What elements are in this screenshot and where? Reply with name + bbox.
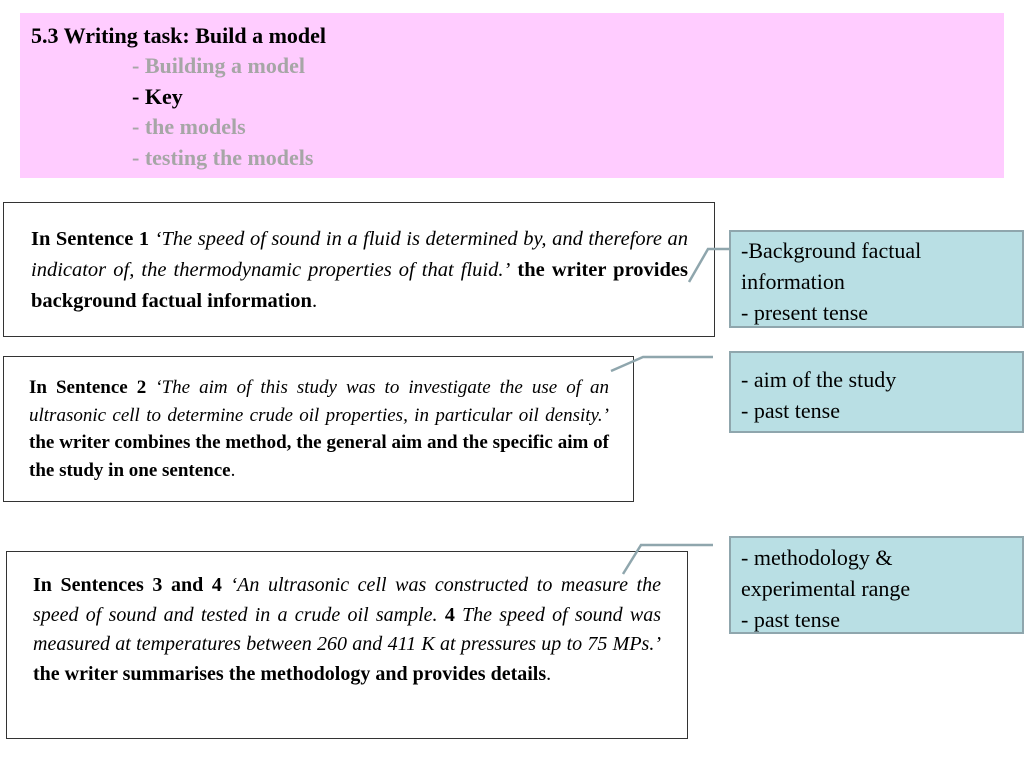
sentences-3-4-box bbox=[6, 551, 688, 739]
sentence-2-conclusion: the writer combines the method, the general aim and the specific aim of the study in one sentence bbox=[29, 432, 609, 481]
sentence-4-quote: The speed of sound was measured at temperatures between 260 and 411 K at pressures up to 75 MPs.’ bbox=[33, 603, 662, 655]
annotation-line: experimental range bbox=[741, 576, 911, 601]
sentence-1-conclusion: the writer provides background factual information bbox=[31, 259, 688, 312]
sentences-3-4-label: In Sentences 3 and 4 bbox=[33, 574, 222, 596]
nav-item-building-a-model[interactable]: - Building a model bbox=[132, 53, 305, 78]
section-header bbox=[20, 13, 1004, 178]
annotation-line: - past tense bbox=[741, 398, 840, 423]
sentence-4-number: 4 bbox=[444, 603, 455, 626]
sentence-3-quote: ‘An ultrasonic cell was constructed to measure the speed of sound and tested in a crude oil sample. bbox=[33, 574, 661, 626]
sentence-2-box bbox=[3, 356, 634, 502]
sentence-1-end: . bbox=[311, 290, 318, 312]
annotation-methodology bbox=[729, 536, 1024, 634]
sentences-3-4-end: . bbox=[546, 662, 552, 685]
sentence-2-end: . bbox=[230, 459, 236, 481]
sentence-1-quote: ‘The speed of sound in a fluid is determined by, and therefore an indicator of, the thermodynamic properties of that fluid.’ bbox=[31, 228, 688, 281]
sentence-1-text bbox=[31, 224, 688, 317]
nav-item-key[interactable]: - Key bbox=[132, 83, 183, 109]
annotation-line: - aim of the study bbox=[741, 367, 897, 392]
sentences-3-4-conclusion: the writer summarises the methodology and provides details bbox=[33, 662, 547, 685]
sentence-2-label: In Sentence 2 bbox=[29, 377, 147, 398]
sentence-2-text bbox=[29, 374, 609, 484]
nav-item-testing-the-models[interactable]: - testing the models bbox=[132, 144, 314, 170]
annotation-line: - present tense bbox=[741, 300, 869, 325]
nav-item-the-models[interactable]: - the models bbox=[132, 114, 246, 139]
annotation-line: - methodology & bbox=[741, 545, 893, 570]
annotation-aim-of-study bbox=[729, 351, 1024, 433]
annotation-line: -Background factual bbox=[741, 238, 922, 263]
sentence-1-box bbox=[3, 202, 715, 337]
annotation-background-info bbox=[729, 230, 1024, 328]
section-title: 5.3 Writing task: Build a model bbox=[31, 23, 327, 48]
sentence-2-quote: ‘The aim of this study was to investigate the use of an ultrasonic cell to determine crude oil properties, in particular oil density.’ bbox=[29, 377, 609, 426]
annotation-line: information bbox=[741, 269, 845, 294]
annotation-line: - past tense bbox=[741, 607, 840, 632]
sentences-3-4-text bbox=[33, 571, 661, 689]
sentence-1-label: In Sentence 1 bbox=[31, 228, 150, 250]
